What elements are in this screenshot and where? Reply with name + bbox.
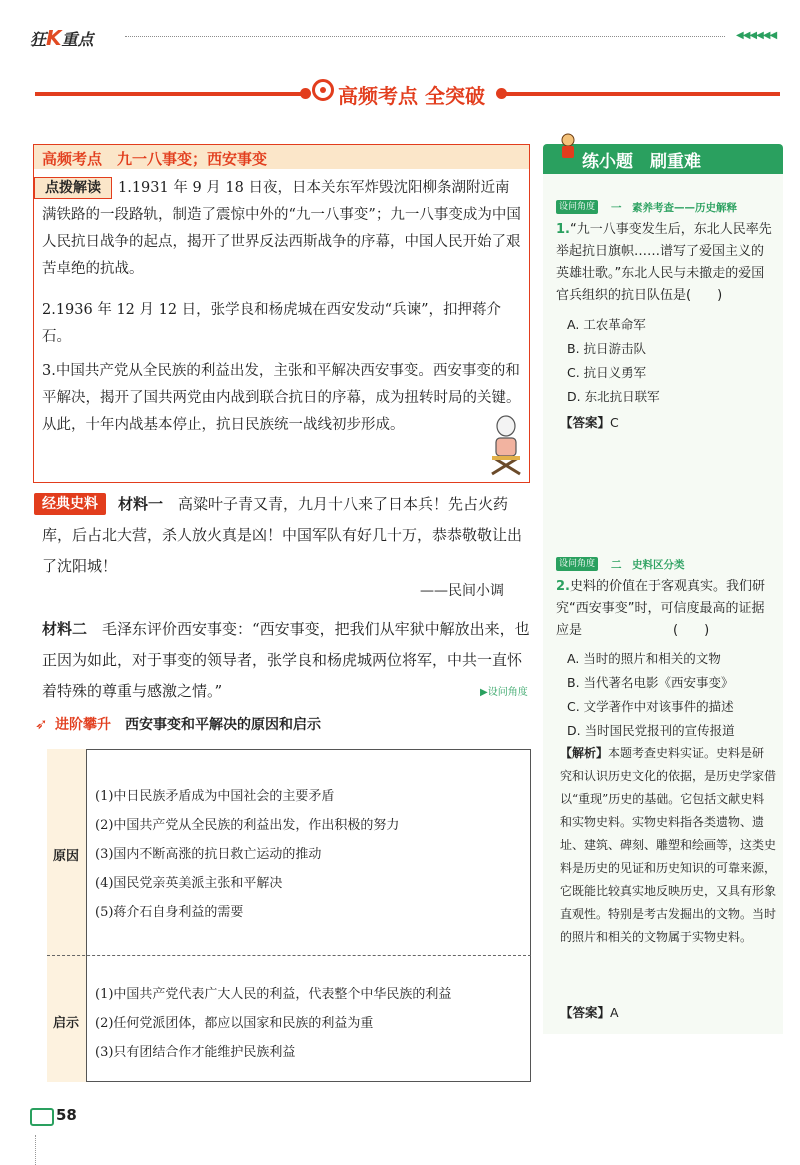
q2-text: 2.史料的价值在于客观真实。我们研究“西安事变”时，可信度最高的证据应是 ( ) bbox=[556, 579, 765, 638]
q2-option[interactable]: C. 文学著作中对该事件的描述 bbox=[567, 699, 734, 714]
brand-logo: 狂K重点 bbox=[30, 26, 94, 50]
footer-dotted-rule bbox=[35, 1135, 37, 1165]
arrow-icon: ◀◀◀◀◀◀ bbox=[736, 30, 777, 41]
reason-item: (1)中日民族矛盾成为中国社会的主要矛盾 bbox=[95, 789, 335, 804]
classic-material-badge: 经典史料 bbox=[34, 493, 106, 515]
page-icon bbox=[30, 1108, 54, 1126]
focus-title: 高频考点 九一八事变；西安事变 bbox=[42, 150, 268, 168]
focus-paragraph-3: 3.中国共产党从全民族的利益出发，主张和平解决西安事变。西安事变的和平解决，揭开了国共两党由内战到联合抗日的序幕，成为扭转时局的关键。从此，十年内战基本停止，抗日民族统一战线初步形成。 bbox=[42, 363, 521, 433]
lesson-item: (1)中国共产党代表广大人民的利益，代表整个中华民族的利益 bbox=[95, 987, 452, 1002]
banner-rule-left bbox=[35, 92, 310, 96]
mascot-illustration bbox=[486, 412, 526, 476]
banner-dot-left bbox=[300, 88, 311, 99]
q1-text: 1.“九一八事变发生后，东北人民率先举起抗日旗帜……谱写了爱国主义的英雄壮歌。”东北人民与未撤走的爱国官兵组织的抗日队伍是( ) bbox=[556, 222, 772, 303]
practice-title: 练小题 刷重难 bbox=[582, 152, 701, 172]
question-angle-chip: 设问角度 bbox=[556, 200, 598, 214]
q2-option[interactable]: D. 当时国民党报刊的宣传报道 bbox=[567, 723, 735, 738]
reason-item: (5)蒋介石自身利益的需要 bbox=[95, 905, 244, 920]
q2-option[interactable]: A. 当时的照片和相关的文物 bbox=[567, 651, 721, 666]
q1-option[interactable]: A. 工农革命军 bbox=[567, 317, 646, 332]
banner-rule-right bbox=[505, 92, 780, 96]
mascot-icon bbox=[555, 132, 581, 160]
reason-item: (3)国内不断高涨的抗日救亡运动的推动 bbox=[95, 847, 322, 862]
material-1-source: ——民间小调 bbox=[420, 583, 504, 599]
section-banner-title: 高频考点 全突破 bbox=[338, 84, 485, 108]
header-dotted-rule bbox=[125, 36, 725, 37]
reason-item: (2)中国共产党从全民族的利益出发，作出积极的努力 bbox=[95, 818, 400, 833]
focus-paragraph-1: 1.1931 年 9 月 18 日夜，日本关东军炸毁沈阳柳条湖附近南满铁路的一段路轨，制造了震惊中外的“九一八事变”；九一八事变成为中国人民抗日战争的起点，揭开了世界反法西斯战争的序幕，中国人民开始了艰苦卓绝的抗战。 bbox=[42, 180, 521, 277]
question-angle-link[interactable]: ▶设问角度 bbox=[480, 687, 528, 698]
q1-option[interactable]: C. 抗日义勇军 bbox=[567, 365, 647, 380]
q2-tag: 二 史料区分类 bbox=[611, 559, 685, 571]
focus-paragraph-2: 2.1936 年 12 月 12 日，张学良和杨虎城在西安发动“兵谏”，扣押蒋介石。 bbox=[42, 302, 502, 345]
tip-badge: 点拨解读 bbox=[34, 177, 112, 199]
q2-answer: 【答案】A bbox=[560, 1005, 619, 1020]
material-1: 材料一 高粱叶子青又青，九月十八来了日本兵！先占火药库，后占北大营，杀人放火真是凶！中国军队有好几十万，恭恭敬敬让出了沈阳城！ bbox=[42, 495, 523, 575]
material-2: 材料二 毛泽东评价西安事变：“西安事变，把我们从牢狱中解放出来，也正因为如此，对于事变的领导者，张学良和杨虎城两位将军，中共一直怀着特殊的尊重与感激之情。” bbox=[42, 620, 530, 700]
table-divider bbox=[47, 955, 531, 956]
reason-item: (4)国民党亲英美派主张和平解决 bbox=[95, 876, 283, 891]
q1-option[interactable]: B. 抗日游击队 bbox=[567, 341, 647, 356]
q1-answer: 【答案】C bbox=[560, 415, 619, 430]
q2-analysis: 【解析】本题考查史料实证。史料是研究和认识历史文化的依据，是历史学家借以“重现”历史的基础。它包括文献史料和实物史料。实物史料指各类遗物、遗址、建筑、碑刻、雕塑和绘画等，这类史料是历史的见证和历史知识的可靠来源，它既能比较真实地反映历史，又具有形象直观性。特别是考古发掘出的文物。当时的照片和相关的文物属于实物史料。 bbox=[560, 746, 777, 944]
lesson-item: (2)任何党派团体，都应以国家和民族的利益为重 bbox=[95, 1016, 374, 1031]
swirl-icon bbox=[312, 79, 334, 101]
advanced-title: 西安事变和平解决的原因和启示 bbox=[125, 717, 321, 733]
rocket-icon: ➶ bbox=[35, 715, 48, 733]
advanced-label: 进阶攀升 bbox=[55, 717, 111, 733]
q1-option[interactable]: D. 东北抗日联军 bbox=[567, 389, 660, 404]
lesson-item: (3)只有团结合作才能维护民族利益 bbox=[95, 1045, 296, 1060]
q1-tag: 一 素养考查——历史解释 bbox=[611, 202, 737, 214]
page-number: 58 bbox=[56, 1106, 77, 1124]
q2-option[interactable]: B. 当代著名电影《西安事变》 bbox=[567, 675, 734, 690]
question-angle-chip: 设问角度 bbox=[556, 557, 598, 571]
table-label-column bbox=[47, 749, 87, 1082]
lessons-label: 启示 bbox=[53, 1016, 80, 1031]
reasons-label: 原因 bbox=[53, 849, 80, 864]
